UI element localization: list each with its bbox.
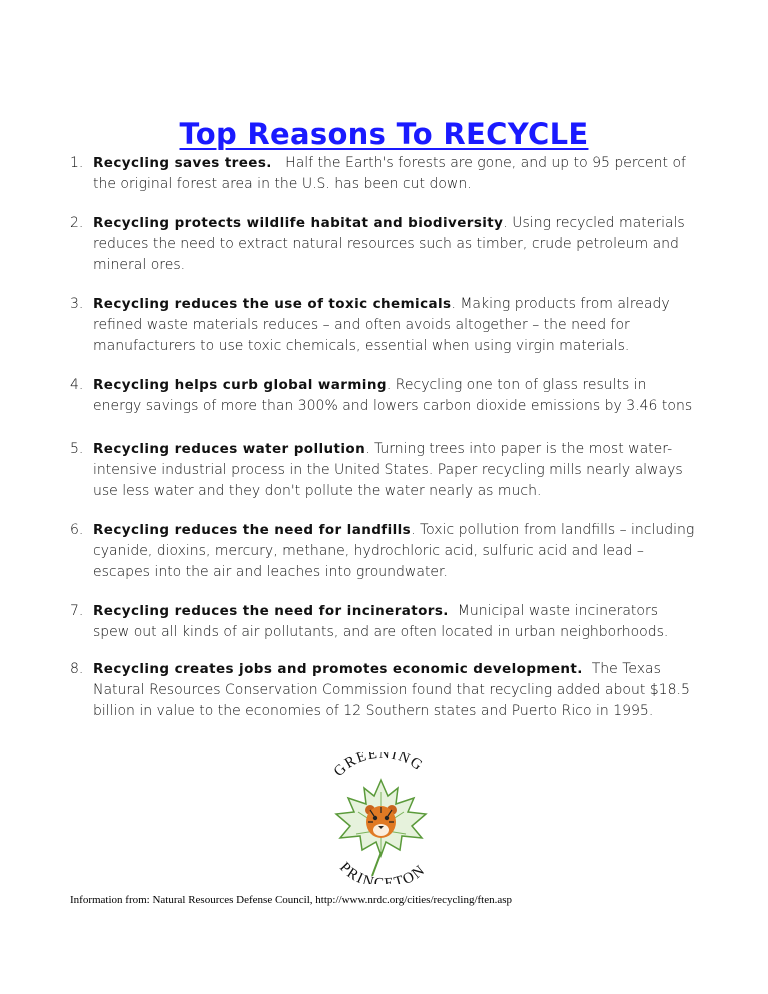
- reason-item: [70, 213, 696, 276]
- reason-heading: Recycling reduces water pollution: [93, 441, 366, 457]
- reason-number: 3.: [70, 296, 84, 312]
- reason-number: 2.: [70, 215, 84, 231]
- reason-item: [70, 659, 696, 722]
- reason-item: [70, 520, 696, 583]
- logo-top-text: GREENING: [330, 752, 427, 780]
- reason-text: . Using recycled materials reduces the need to extract natural resources such as timber, crude petroleum and mineral ores.: [93, 215, 685, 273]
- reason-text: The Texas Natural Resources Conservation Commission found that recycling added about $18.5 billion in value to the economies of 12 Southern states and Puerto Rico in 1995.: [93, 661, 690, 719]
- reason-number: 6.: [70, 522, 84, 538]
- greening-princeton-logo: [318, 752, 444, 884]
- reason-number: 7.: [70, 603, 84, 619]
- reasons-list: [70, 153, 696, 740]
- reason-heading: Recycling reduces the need for landfills: [93, 522, 412, 538]
- reason-number: 5.: [70, 441, 84, 457]
- reason-text: . Turning trees into paper is the most water-intensive industrial process in the United States. Paper recycling mills nearly always use less water and they don't pollute the water nearly as much.: [93, 441, 683, 499]
- reason-heading: Recycling creates jobs and promotes economic development.: [93, 661, 583, 677]
- reason-item: [70, 294, 696, 357]
- reason-heading: Recycling helps curb global warming: [93, 377, 387, 393]
- reason-text: . Toxic pollution from landfills – including cyanide, dioxins, mercury, methane, hydrochloric acid, sulfuric acid and lead – escapes into the air and leaches into groundwater.: [93, 522, 695, 580]
- reason-text: Half the Earth's forests are gone, and up to 95 percent of the original forest area in the U.S. has been cut down.: [93, 155, 686, 192]
- logo-bottom-text: PRINCETON: [336, 859, 429, 884]
- reason-text: . Recycling one ton of glass results in energy savings of more than 300% and lowers carbon dioxide emissions by 3.46 tons: [93, 377, 693, 414]
- reason-number: 1.: [70, 155, 84, 171]
- reason-heading: Recycling protects wildlife habitat and biodiversity: [93, 215, 504, 231]
- reason-text: Municipal waste incinerators spew out all kinds of air pollutants, and are often located in urban neighborhoods.: [93, 603, 669, 640]
- reason-item: [70, 153, 696, 195]
- reason-heading: Recycling reduces the use of toxic chemicals: [93, 296, 452, 312]
- reason-number: 4.: [70, 377, 84, 393]
- reason-text: . Making products from already refined waste materials reduces – and often avoids altogether – the need for manufacturers to use toxic chemicals, essential when using virgin materials.: [93, 296, 670, 354]
- reason-item: [70, 601, 696, 643]
- reason-number: 8.: [70, 661, 84, 677]
- reason-item: [70, 375, 696, 417]
- source-footer: Information from: Natural Resources Defense Council, http://www.nrdc.org/cities/recycling/ften.asp: [70, 894, 513, 906]
- page-title: Top Reasons To RECYCLE: [179, 117, 589, 152]
- reason-heading: Recycling saves trees.: [93, 155, 272, 171]
- reason-heading: Recycling reduces the need for incinerators.: [93, 603, 449, 619]
- reason-item: [70, 439, 696, 502]
- tiger-maple-leaf-icon: [318, 752, 444, 884]
